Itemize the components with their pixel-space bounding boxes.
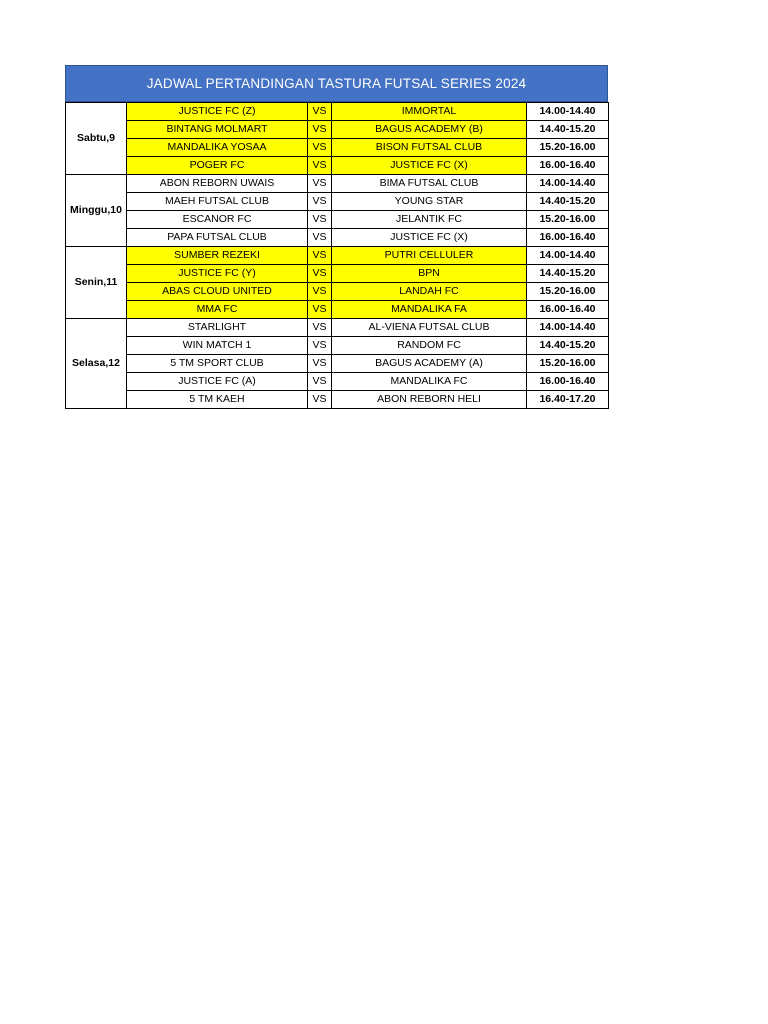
home-team-cell: ESCANOR FC xyxy=(127,211,308,229)
table-row xyxy=(66,283,609,301)
table-row xyxy=(66,373,609,391)
home-team-cell: SUMBER REZEKI xyxy=(127,247,308,265)
day-cell: Sabtu,9 xyxy=(66,103,127,175)
away-team-cell: JELANTIK FC xyxy=(332,211,527,229)
time-cell: 14.00-14.40 xyxy=(527,247,609,265)
away-team-cell: BIMA FUTSAL CLUB xyxy=(332,175,527,193)
table-row xyxy=(66,121,609,139)
vs-cell: VS xyxy=(308,373,332,391)
time-cell: 14.40-15.20 xyxy=(527,265,609,283)
schedule-title: JADWAL PERTANDINGAN TASTURA FUTSAL SERIES 2024 xyxy=(65,65,608,102)
away-team-cell: BPN xyxy=(332,265,527,283)
vs-cell: VS xyxy=(308,139,332,157)
day-cell: Selasa,12 xyxy=(66,319,127,409)
away-team-cell: IMMORTAL xyxy=(332,103,527,121)
vs-cell: VS xyxy=(308,121,332,139)
table-row xyxy=(66,175,609,193)
away-team-cell: LANDAH FC xyxy=(332,283,527,301)
table-row xyxy=(66,139,609,157)
away-team-cell: MANDALIKA FA xyxy=(332,301,527,319)
time-cell: 16.00-16.40 xyxy=(527,301,609,319)
table-row xyxy=(66,337,609,355)
vs-cell: VS xyxy=(308,283,332,301)
away-team-cell: MANDALIKA FC xyxy=(332,373,527,391)
time-cell: 16.00-16.40 xyxy=(527,229,609,247)
time-cell: 15.20-16.00 xyxy=(527,355,609,373)
vs-cell: VS xyxy=(308,229,332,247)
vs-cell: VS xyxy=(308,157,332,175)
home-team-cell: ABON REBORN UWAIS xyxy=(127,175,308,193)
away-team-cell: ABON REBORN HELI xyxy=(332,391,527,409)
table-row xyxy=(66,301,609,319)
home-team-cell: BINTANG MOLMART xyxy=(127,121,308,139)
home-team-cell: MAEH FUTSAL CLUB xyxy=(127,193,308,211)
away-team-cell: BAGUS ACADEMY (A) xyxy=(332,355,527,373)
away-team-cell: PUTRI CELLULER xyxy=(332,247,527,265)
time-cell: 14.00-14.40 xyxy=(527,103,609,121)
time-cell: 15.20-16.00 xyxy=(527,211,609,229)
table-row xyxy=(66,229,609,247)
home-team-cell: JUSTICE FC (Y) xyxy=(127,265,308,283)
home-team-cell: POGER FC xyxy=(127,157,308,175)
day-cell: Senin,11 xyxy=(66,247,127,319)
vs-cell: VS xyxy=(308,211,332,229)
table-row xyxy=(66,391,609,409)
table-row xyxy=(66,211,609,229)
vs-cell: VS xyxy=(308,301,332,319)
away-team-cell: BISON FUTSAL CLUB xyxy=(332,139,527,157)
vs-cell: VS xyxy=(308,103,332,121)
time-cell: 14.00-14.40 xyxy=(527,175,609,193)
away-team-cell: JUSTICE FC (X) xyxy=(332,157,527,175)
home-team-cell: WIN MATCH 1 xyxy=(127,337,308,355)
table-row xyxy=(66,319,609,337)
home-team-cell: ABAS CLOUD UNITED xyxy=(127,283,308,301)
day-cell: Minggu,10 xyxy=(66,175,127,247)
away-team-cell: RANDOM FC xyxy=(332,337,527,355)
time-cell: 15.20-16.00 xyxy=(527,283,609,301)
table-row xyxy=(66,247,609,265)
time-cell: 14.00-14.40 xyxy=(527,319,609,337)
away-team-cell: BAGUS ACADEMY (B) xyxy=(332,121,527,139)
vs-cell: VS xyxy=(308,265,332,283)
home-team-cell: JUSTICE FC (Z) xyxy=(127,103,308,121)
time-cell: 14.40-15.20 xyxy=(527,121,609,139)
schedule-body xyxy=(66,103,609,409)
schedule-sheet xyxy=(65,65,608,409)
home-team-cell: JUSTICE FC (A) xyxy=(127,373,308,391)
time-cell: 14.40-15.20 xyxy=(527,193,609,211)
table-row xyxy=(66,193,609,211)
vs-cell: VS xyxy=(308,319,332,337)
time-cell: 16.40-17.20 xyxy=(527,391,609,409)
home-team-cell: MANDALIKA YOSAA xyxy=(127,139,308,157)
home-team-cell: MMA FC xyxy=(127,301,308,319)
time-cell: 15.20-16.00 xyxy=(527,139,609,157)
vs-cell: VS xyxy=(308,175,332,193)
time-cell: 14.40-15.20 xyxy=(527,337,609,355)
table-row xyxy=(66,355,609,373)
home-team-cell: 5 TM KAEH xyxy=(127,391,308,409)
schedule-table xyxy=(65,102,609,409)
home-team-cell: STARLIGHT xyxy=(127,319,308,337)
away-team-cell: AL-VIENA FUTSAL CLUB xyxy=(332,319,527,337)
vs-cell: VS xyxy=(308,247,332,265)
home-team-cell: 5 TM SPORT CLUB xyxy=(127,355,308,373)
vs-cell: VS xyxy=(308,193,332,211)
vs-cell: VS xyxy=(308,355,332,373)
table-row xyxy=(66,103,609,121)
home-team-cell: PAPA FUTSAL CLUB xyxy=(127,229,308,247)
table-row xyxy=(66,265,609,283)
vs-cell: VS xyxy=(308,391,332,409)
time-cell: 16.00-16.40 xyxy=(527,373,609,391)
vs-cell: VS xyxy=(308,337,332,355)
time-cell: 16.00-16.40 xyxy=(527,157,609,175)
away-team-cell: YOUNG STAR xyxy=(332,193,527,211)
table-row xyxy=(66,157,609,175)
away-team-cell: JUSTICE FC (X) xyxy=(332,229,527,247)
